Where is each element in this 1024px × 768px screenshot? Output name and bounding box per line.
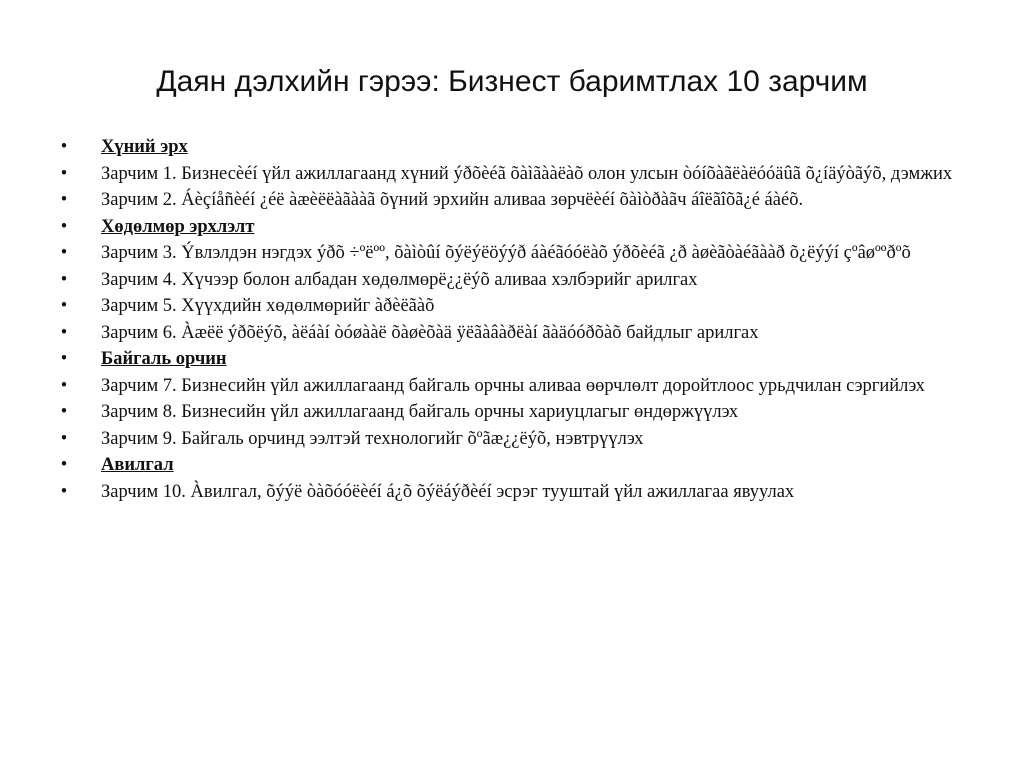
section-heading-text: Хүний эрх	[101, 137, 188, 157]
principle-item	[58, 242, 988, 265]
principle-text: Зарчим 5. Хүүхдийн хөдөлмөрийг àðèëãàõ	[101, 296, 435, 316]
section-heading	[58, 136, 988, 159]
bullet-dot-icon: •	[60, 428, 68, 449]
principle-item	[58, 481, 988, 504]
bullet-dot-icon: •	[60, 322, 68, 343]
principle-text: Зарчим 8. Бизнесийн үйл ажиллагаанд байгаль орчны хариуцлагыг өндөржүүлэх	[101, 402, 739, 422]
principle-text: Зарчим 4. Хүчээр болон албадан хөдөлмөрë¿¿ëýõ аливаа хэлбэрийг арилгах	[101, 269, 698, 290]
section-heading-text: Хөдөлмөр эрхлэлт	[101, 216, 255, 237]
bullet-dot-icon: •	[60, 163, 68, 184]
bullet-dot-icon: •	[60, 243, 68, 263]
principle-item	[58, 269, 988, 292]
bullet-dot-icon: •	[60, 137, 68, 157]
section-heading	[58, 348, 988, 371]
principle-item	[58, 295, 988, 318]
principle-item	[58, 189, 988, 212]
section-heading-text: Байгаль орчин	[101, 349, 227, 369]
principle-text: Зарчим 6. Àæëë ýðõëýõ, àëáàí òóøààë õàøèõàä ÿëãàâàðëàí ãàäóóðõàõ байдлыг арилгах	[101, 322, 759, 343]
section-heading	[58, 454, 988, 477]
bullet-dot-icon: •	[60, 481, 68, 502]
bullet-dot-icon: •	[60, 349, 68, 369]
bullet-dot-icon: •	[60, 296, 68, 316]
principle-text: Зарчим 9. Байгаль орчинд ээлтэй технологийг õºãæ¿¿ëýõ, нэвтрүүлэх	[101, 428, 644, 449]
slide-title: Даян дэлхийн гэрээ: Бизнест баримтлах 10 зарчим	[156, 65, 868, 98]
principle-item	[58, 163, 988, 186]
bullet-dot-icon: •	[60, 455, 68, 475]
bullet-dot-icon: •	[60, 190, 68, 210]
principle-item	[58, 401, 988, 424]
principle-text: Зарчим 10. Àвилгал, õýýë òàõóóëèéí á¿õ õýëáýðèéí эсрэг тууштай үйл ажиллагаа явуулах	[101, 481, 795, 502]
principle-text: Зарчим 7. Бизнесийн үйл ажиллагаанд байгаль орчны аливаа өөрчлөлт доройтлоос урьдчилан сэргийлэх	[101, 375, 925, 396]
section-heading-text: Авилгал	[101, 455, 174, 475]
bullet-dot-icon: •	[60, 269, 68, 290]
bullet-dot-icon: •	[60, 375, 68, 396]
section-heading	[58, 216, 988, 239]
principle-text: Зарчим 1. Бизнесèéí үйл ажиллагаанд хүний ýðõèéã õàìãààëàõ олон улсын òóíõàãëàëóóäûã õ¿íäýòãýõ, дэмжих	[101, 163, 953, 184]
bullet-dot-icon: •	[60, 216, 68, 237]
principle-item	[58, 322, 988, 345]
bullet-list	[58, 136, 988, 507]
principle-item	[58, 375, 988, 398]
bullet-dot-icon: •	[60, 402, 68, 422]
principle-text: Зарчим 3. Ýвлэлдэн нэгдэх ýðõ ÷ºëºº, õàìòûí õýëýëöýýð áàéãóóëàõ ýðõèéã ¿ð àøèãòàéãààð õ¿ëýýí çºâøººðºõ	[101, 243, 911, 263]
principle-item	[58, 428, 988, 451]
principle-text: Зарчим 2. Áèçíåñèéí ¿éë àæèëëàãààã õүний эрхийн аливаа зөрчëèéí õàìòðàãч áîëãîõã¿é áàéõ.	[101, 190, 804, 210]
